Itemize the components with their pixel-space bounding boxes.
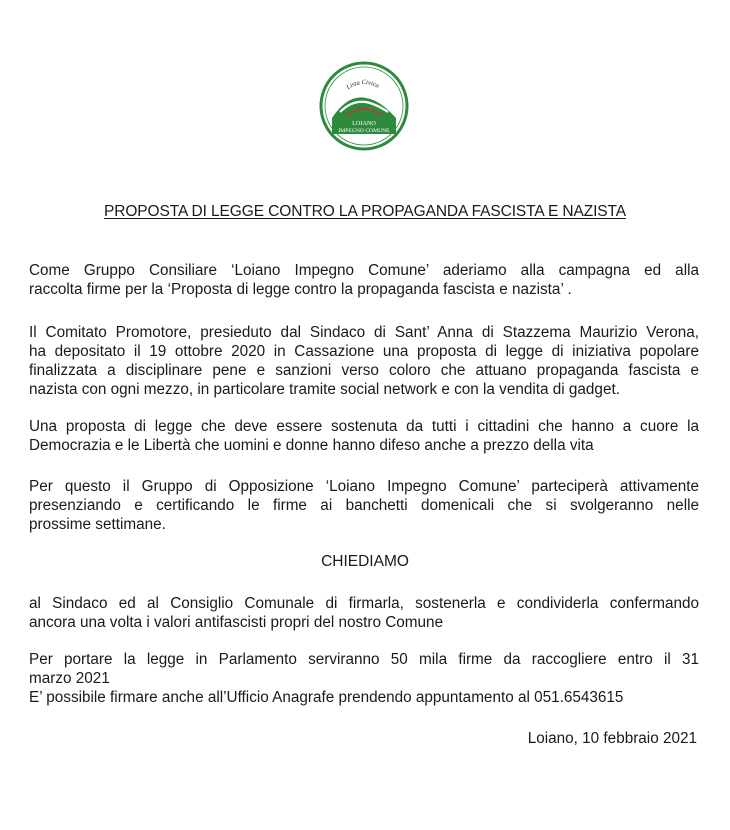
document-date: Loiano, 10 febbraio 2021 — [527, 730, 697, 747]
text-line: ancora una volta i valori antifascisti propri del nostro Comune — [29, 614, 444, 631]
text-line: ha depositato il 19 ottobre 2020 in Cassazione una proposta di legge di iniziativa popolare — [29, 343, 699, 360]
paragraph-firme — [29, 650, 699, 707]
document-title: PROPOSTA DI LEGGE CONTRO LA PROPAGANDA FASCISTA E NAZISTA — [104, 203, 626, 220]
paragraph-proposta — [29, 417, 699, 455]
text-line: nazista con ogni mezzo, in particolare tramite social network e con la vendita di gadget. — [29, 381, 620, 398]
loiano-impegno-comune-logo — [318, 60, 410, 152]
paragraph-adesione — [29, 261, 699, 299]
logo-name-line2: IMPEGNO COMUNE — [338, 128, 390, 134]
text-line: Per questo il Gruppo di Opposizione ‘Loiano Impegno Comune’ parteciperà attivamente — [29, 478, 699, 495]
section-heading-chiediamo: CHIEDIAMO — [321, 553, 409, 570]
text-line: finalizzata a disciplinare pene e sanzioni verso coloro che attuano propaganda fascista e — [29, 362, 699, 379]
text-line: Democrazia e le Libertà che uomini e donne hanno difeso anche a prezzo della vita — [29, 437, 594, 454]
paragraph-comitato — [29, 323, 699, 399]
paragraph-partecipazione — [29, 477, 699, 534]
text-line: al Sindaco ed al Consiglio Comunale di firmarla, sostenerla e condividerla confermando — [29, 595, 699, 612]
text-line: Come Gruppo Consiliare ‘Loiano Impegno Comune’ aderiamo alla campagna ed alla — [29, 262, 699, 279]
logo-emblem — [318, 60, 410, 152]
text-line: Per portare la legge in Parlamento serviranno 50 mila firme da raccogliere entro il 31 — [29, 651, 699, 668]
text-line: Una proposta di legge che deve essere sostenuta da tutti i cittadini che hanno a cuore la — [29, 418, 699, 435]
text-line: E’ possibile firmare anche all’Ufficio Anagrafe prendendo appuntamento al 051.6543615 — [29, 689, 624, 706]
text-line: prossime settimane. — [29, 516, 166, 533]
text-line: raccolta firme per la ‘Proposta di legge contro la propaganda fascista e nazista’ . — [29, 281, 572, 298]
paragraph-richiesta — [29, 594, 699, 632]
text-line: Il Comitato Promotore, presieduto dal Sindaco di Sant’ Anna di Stazzema Maurizio Verona, — [29, 324, 699, 341]
text-line: presenziando e certificando le firme ai banchetti domenicali che si svolgeranno nelle — [29, 497, 699, 514]
text-line: marzo 2021 — [29, 670, 110, 687]
logo-arc-text: Lista Civica — [345, 78, 381, 92]
logo-name-line1: LOIANO — [352, 120, 376, 127]
